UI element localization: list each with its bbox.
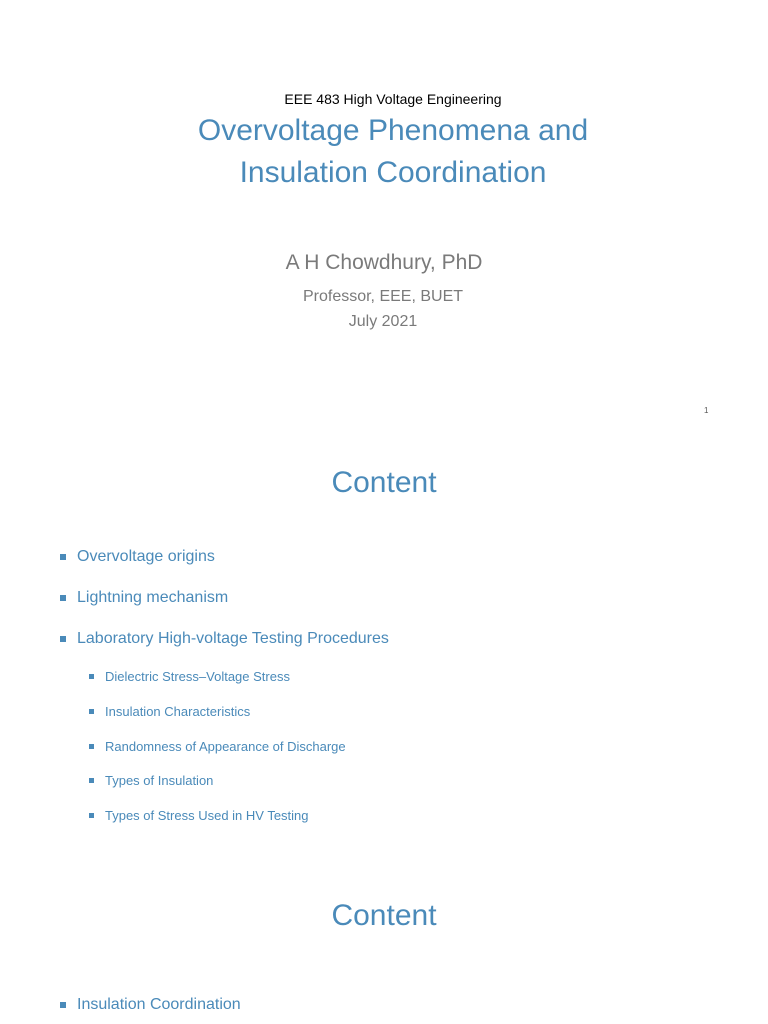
page-number: 1 <box>704 406 709 415</box>
bullet-square-icon <box>60 554 66 560</box>
sub-list-item-text: Types of Stress Used in HV Testing <box>105 808 309 823</box>
list-item-text: Lightning mechanism <box>77 589 229 606</box>
bullet-square-icon <box>89 709 94 714</box>
sub-list-item <box>89 739 346 754</box>
bullet-square-icon <box>89 674 94 679</box>
bullet-square-icon <box>60 636 66 642</box>
list-item <box>60 630 389 648</box>
author-name: A H Chowdhury, PhD <box>285 251 483 274</box>
presentation-date: July 2021 <box>348 313 418 330</box>
bullet-square-icon <box>60 595 66 601</box>
title-line-1: Overvoltage Phenomena and <box>197 114 589 147</box>
list-item <box>60 996 241 1014</box>
slide-title: Content <box>331 899 437 932</box>
author-details <box>0 284 766 334</box>
slide-title: Content <box>331 466 437 499</box>
list-item <box>60 589 228 607</box>
course-label: EEE 483 High Voltage Engineering <box>284 91 502 107</box>
sub-list-item-text: Randomness of Appearance of Discharge <box>105 739 346 754</box>
sub-list-item-text: Dielectric Stress–Voltage Stress <box>105 669 290 684</box>
sub-list-item <box>89 704 250 719</box>
content-slide-2 <box>0 864 768 1024</box>
sub-list-item-text: Insulation Characteristics <box>105 704 251 719</box>
bullet-square-icon <box>89 813 94 818</box>
bullet-square-icon <box>89 778 94 783</box>
title-slide <box>0 0 768 432</box>
bullet-square-icon <box>89 744 94 749</box>
list-item-text: Laboratory High-voltage Testing Procedures <box>77 630 389 647</box>
list-item-text: Overvoltage origins <box>77 548 215 565</box>
presentation-title <box>0 110 768 194</box>
sub-list-item <box>89 773 213 788</box>
author-affiliation: Professor, EEE, BUET <box>302 288 464 305</box>
bullet-square-icon <box>60 1002 66 1008</box>
sub-list-item <box>89 669 290 684</box>
sub-list-item-text: Types of Insulation <box>105 773 214 788</box>
sub-list-item <box>89 808 309 823</box>
list-item <box>60 548 215 566</box>
content-slide-1 <box>0 432 768 864</box>
list-item-text: Insulation Coordination <box>77 996 241 1013</box>
title-line-2: Insulation Coordination <box>239 156 547 189</box>
